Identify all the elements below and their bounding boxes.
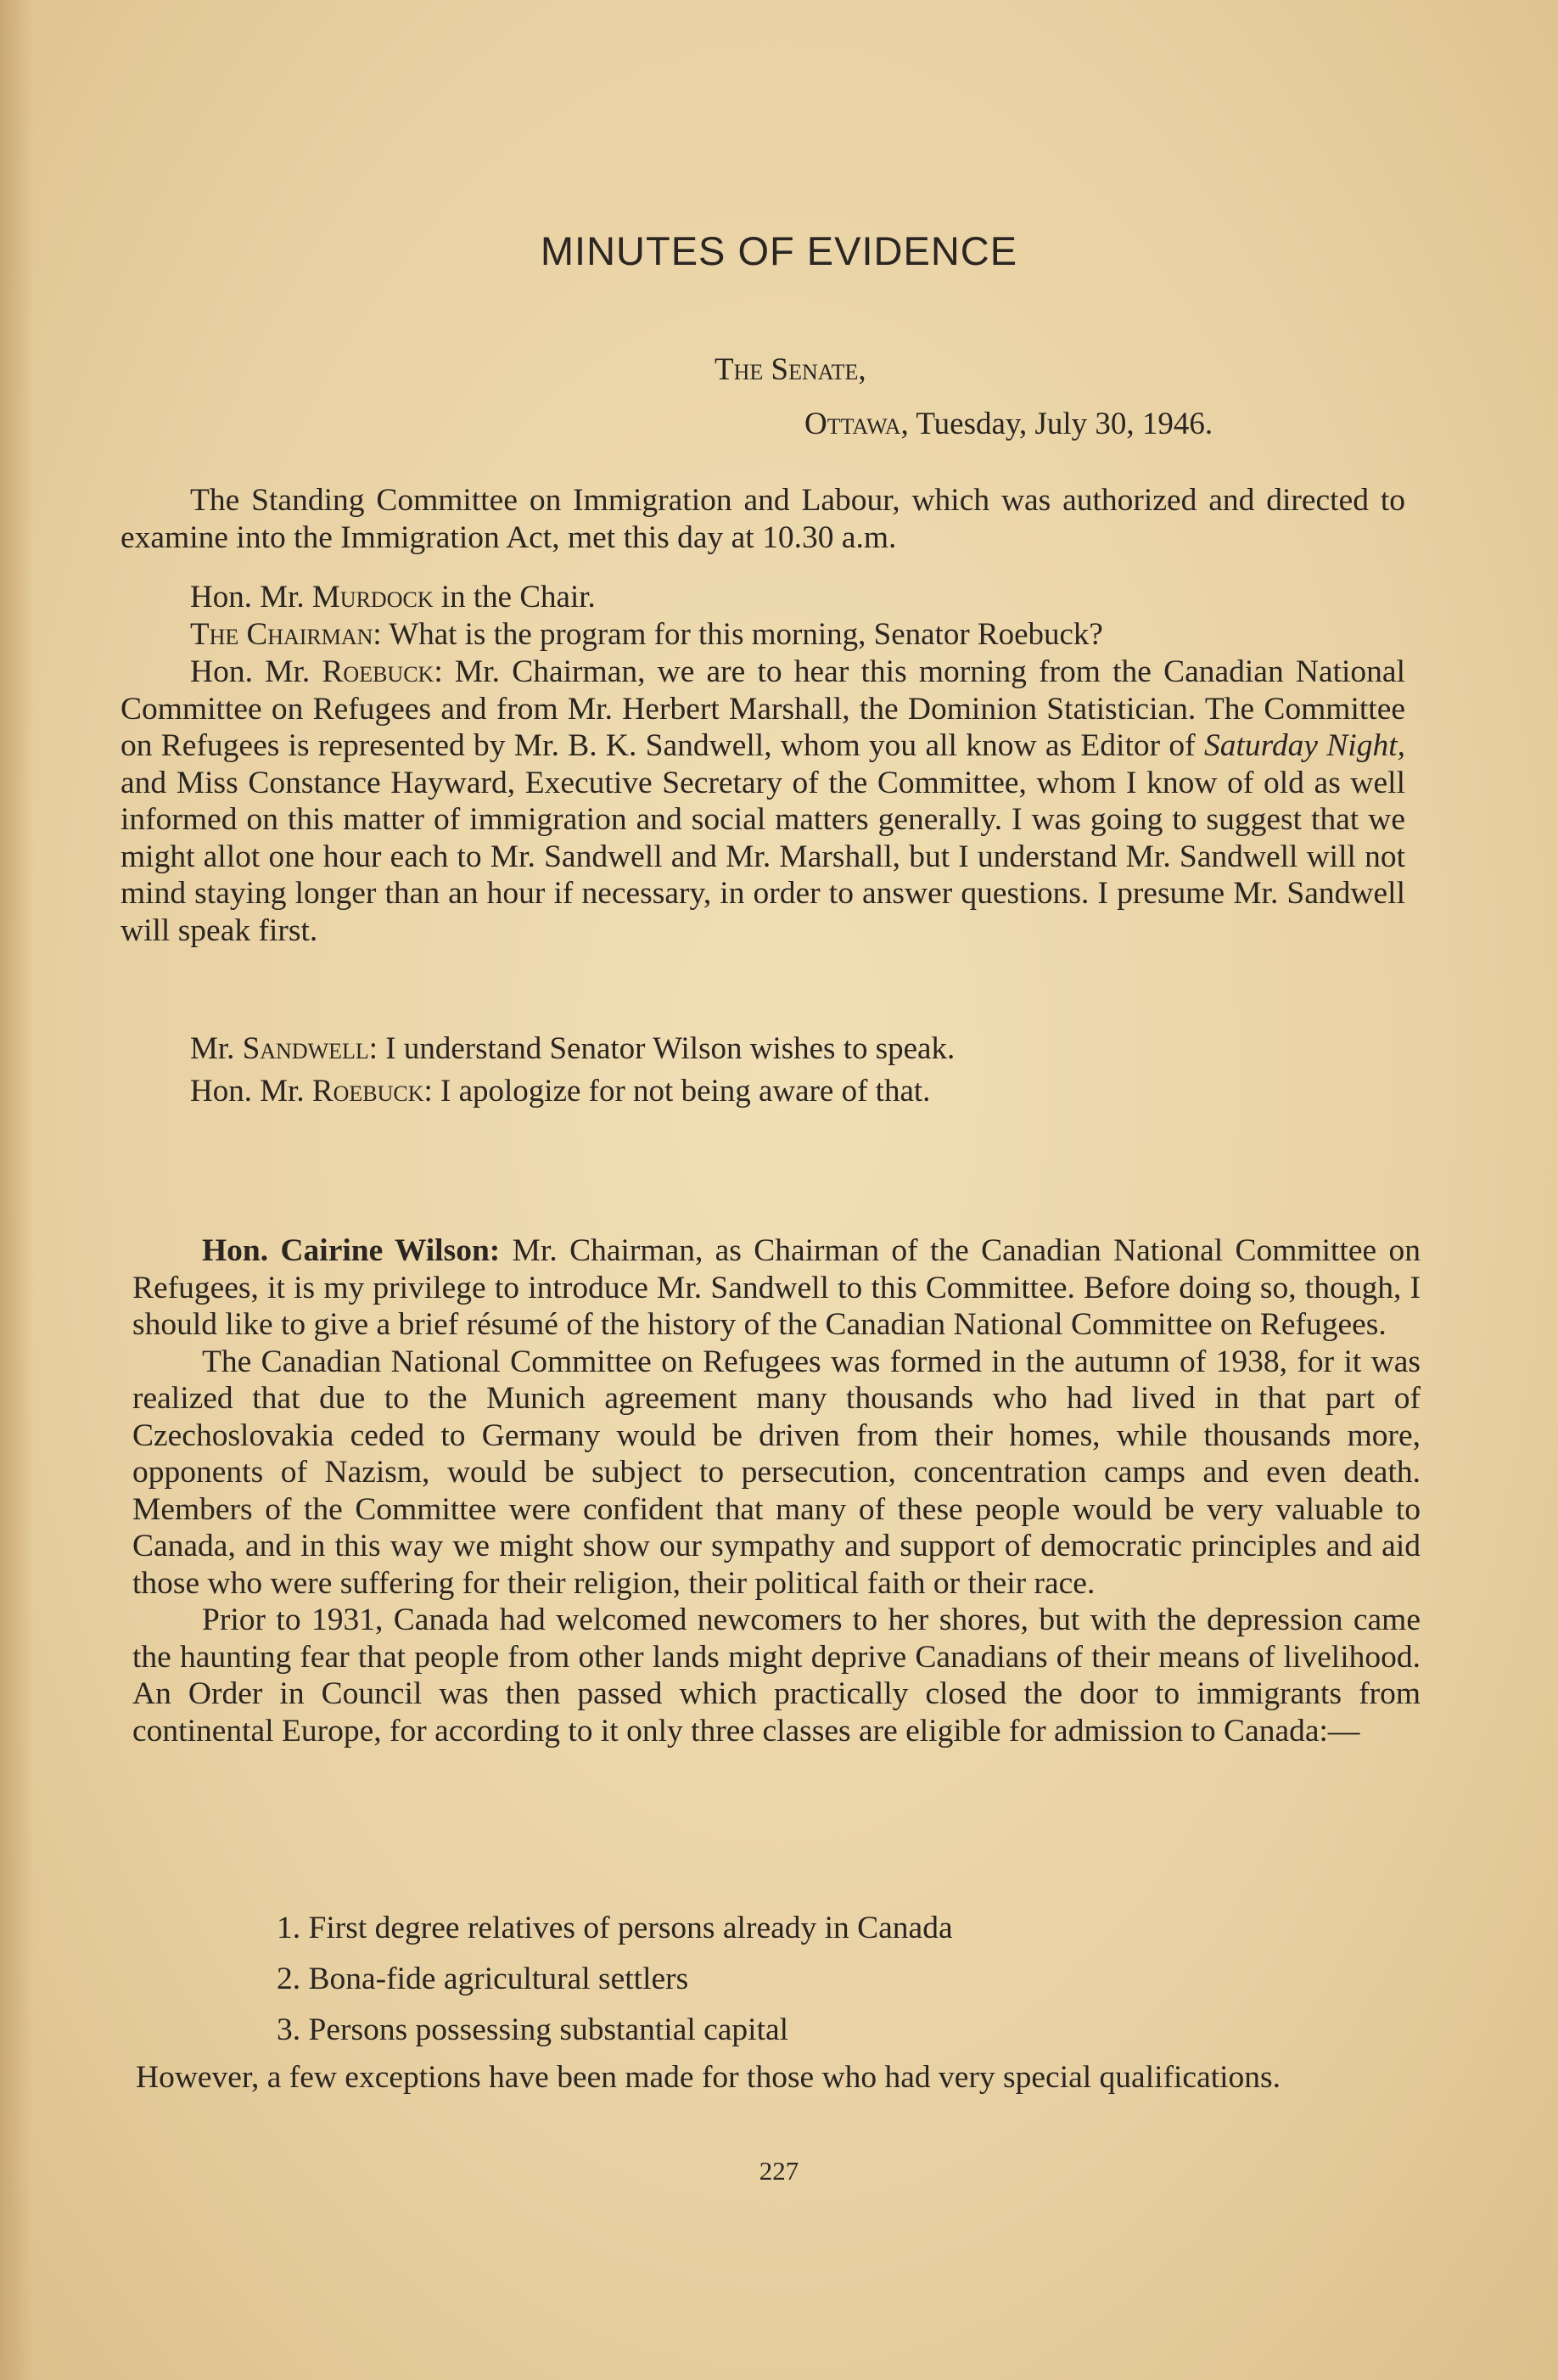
chairman-question xyxy=(190,616,1103,654)
sandwell-text: : I understand Senator Wilson wishes to speak. xyxy=(368,1031,956,1066)
speaker-roebuck-reply: Roebuck xyxy=(311,1074,424,1109)
publication-title: Saturday Night, xyxy=(1203,728,1405,763)
dateline-place-date xyxy=(804,406,1213,443)
roebuck-statement xyxy=(120,654,1405,949)
speaker-chairman: The Chairman xyxy=(190,617,373,652)
wilson-paragraph-3: Prior to 1931, Canada had welcomed newcomers to her shores, but with the depression came the haunting fear that people from other lands might deprive Canadians of their means of livelihood. An Order in Council was then passed which practically closed the door to immigrants from continental Europe, for according to it only three classes are eligible for admission to Canada:— xyxy=(132,1603,1421,1749)
dateline-place: Ottawa, xyxy=(804,407,909,441)
roebuck-reply xyxy=(190,1073,930,1110)
list-item: 1. First degree relatives of persons already in Canada xyxy=(277,1911,953,1945)
page-edge-shadow xyxy=(0,0,34,2380)
roebuck-reply-text: : I apologize for not being aware of that. xyxy=(423,1074,931,1109)
wilson-statement xyxy=(132,1232,1421,1749)
page-number: 227 xyxy=(759,2156,799,2186)
speaker-sandwell: Sandwell xyxy=(242,1031,369,1066)
roebuck-text-a: : Mr. Chairman, we are to hear this morning from the Canadian National Committee on Refugees and from Mr. Herbert Marshall, the Dominion Statistician. The Committee on Refugees is represented by Mr. B. K. Sandwell, whom you all know as Editor of xyxy=(120,654,1405,763)
chair-prefix: Hon. Mr. xyxy=(190,580,312,615)
chairman-question-text: : What is the program for this morning, Senator Roebuck? xyxy=(373,617,1103,652)
roebuck-text-b: and Miss Constance Hayward, Executive Secretary of the Committee, whom I know of old as well informed on this matter of immigration and social matters generally. I was going to suggest that we might allot one hour each to Mr. Sandwell and Mr. Marshall, but I understand Mr. Sandwell will not mind staying longer than an hour if necessary, in order to answer questions. I presume Mr. Sandwell will speak first. xyxy=(120,765,1405,948)
opening-paragraph: The Standing Committee on Immigration and Labour, which was authorized and directed to examine into the Immigration Act, met this day at 10.30 a.m. xyxy=(120,483,1405,555)
chair-suffix: in the Chair. xyxy=(433,580,596,615)
speaker-wilson: Hon. Cairine Wilson: xyxy=(202,1233,501,1268)
wilson-paragraph-1 xyxy=(132,1232,1421,1344)
sandwell-prefix: Mr. xyxy=(190,1031,243,1066)
roebuck-reply-prefix: Hon. Mr. xyxy=(190,1074,312,1109)
sandwell-line xyxy=(190,1030,955,1068)
wilson-paragraph-2: The Canadian National Committee on Refugees was formed in the autumn of 1938, for it was realized that due to the Munich agreement many thousands who had lived in that part of Czechoslovakia ceded to Germany would be driven from their homes, while thousands more, opponents of Nazism, would be subject to persecution, concentration camps and even death. Members of the Committee were confident that many of these people would be very valuable to Canada, and in this way we might show our sympathy and support of democratic principles and aid those who were suffering for their religion, their political faith or their race. xyxy=(132,1344,1421,1601)
chair-line xyxy=(190,579,596,616)
chair-name: Murdock xyxy=(311,580,434,615)
list-item: 3. Persons possessing substantial capital xyxy=(277,2012,789,2047)
speaker-roebuck: Roebuck xyxy=(322,654,434,689)
list-item: 2. Bona-fide agricultural settlers xyxy=(277,1962,689,1996)
wilson-p1-text: Mr. Chairman, as Chairman of the Canadian National Committee on Refugees, it is my privilege to introduce Mr. Sandwell to this Committee. Before doing so, though, I should like to give a brief résumé of the history of the Canadian National Committee on Refugees. xyxy=(132,1233,1421,1342)
dateline-house: The Senate, xyxy=(715,352,866,387)
page-title: MINUTES OF EVIDENCE xyxy=(540,228,1018,273)
dateline-date: Tuesday, July 30, 1946. xyxy=(908,407,1213,441)
roebuck-prefix: Hon. Mr. xyxy=(190,654,322,689)
closing-paragraph: However, a few exceptions have been made for those who had very special qualifications. xyxy=(136,2060,1281,2095)
